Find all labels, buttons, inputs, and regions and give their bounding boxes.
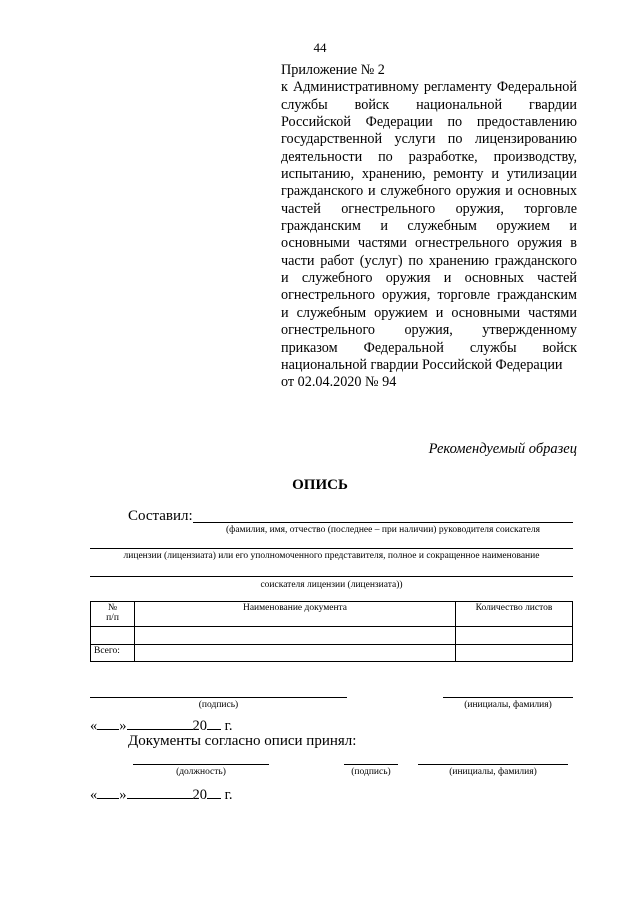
header-sheet-count: Количество листов — [456, 602, 573, 627]
appendix-date: от 02.04.2020 № 94 — [281, 374, 397, 391]
compiler-signature-line — [90, 697, 347, 698]
total-label: Всего: — [91, 645, 135, 662]
table-total-row — [91, 645, 573, 662]
table-cell — [91, 627, 135, 645]
compiler-initials-caption: (инициалы, фамилия) — [464, 700, 552, 710]
appendix-title: Приложение № 2 — [281, 62, 385, 78]
header-num-abbr: п/п — [106, 613, 119, 623]
accepted-date — [90, 784, 233, 804]
compiled-by-line-2 — [90, 548, 573, 549]
compiled-by-caption-2: лицензии (лицензиата) или его уполномоченного представителя, полное и сокращенное наименование — [123, 551, 540, 561]
year-blank — [207, 715, 221, 730]
year-prefix: 20 — [192, 718, 207, 734]
header-num-symbol: № — [107, 603, 118, 613]
appendix-header — [281, 62, 577, 392]
recommended-sample-label: Рекомендуемый образец — [428, 441, 577, 457]
day-blank — [97, 784, 119, 799]
compiled-by-caption-3: соискателя лицензии (лицензиата)) — [260, 580, 403, 590]
table-cell — [135, 627, 456, 645]
month-blank — [127, 784, 193, 799]
receiver-initials-caption: (инициалы, фамилия) — [449, 767, 537, 777]
compiled-by-caption-1: (фамилия, имя, отчество (последнее – при наличии) руководителя соискателя — [226, 525, 540, 535]
table-cell — [456, 627, 573, 645]
receiver-signature-caption: (подпись) — [351, 767, 391, 777]
header-num — [91, 602, 135, 627]
table-row — [91, 627, 573, 645]
compiler-signature-caption: (подпись) — [198, 700, 239, 710]
year-prefix: 20 — [192, 787, 207, 803]
compiled-by-label: Составил: — [128, 508, 193, 524]
receiver-position-caption: (должность) — [176, 767, 226, 777]
page-number: 44 — [313, 40, 327, 55]
compiler-initials-line — [443, 697, 573, 698]
table-cell — [456, 645, 573, 662]
date-close-quote: » — [119, 787, 127, 803]
month-blank — [127, 715, 193, 730]
accepted-label: Документы согласно описи принял: — [128, 733, 357, 749]
year-suffix: г. — [224, 718, 233, 734]
inventory-table — [90, 601, 573, 662]
compiled-date — [90, 715, 233, 735]
header-document-name: Наименование документа — [135, 602, 456, 627]
date-close-quote: » — [119, 718, 127, 734]
date-open-quote: « — [90, 718, 98, 734]
table-header-row — [91, 602, 573, 627]
day-blank — [97, 715, 119, 730]
compiled-by-line-1 — [193, 522, 573, 523]
appendix-body: к Административному регламенту Федеральной службы войск национальной гвардии Российской Федерации по предоставлению государственной услуги по лицензированию деятельности по разработке, производству, испытанию, хранению, ремонту и утилизации гражданского и служебного оружия и основных частей огнестрельного оружия, торговле гражданским и служебным оружием и основными частями огнестрельного оружия в части работ (услуг) по хранению гражданского и служебного оружия и основных частей огнестрельного оружия, торговле гражданским и служебным оружием и основными частями огнестрельного оружия, утвержденному приказом Федеральной службы войск национальной гвардии Российской Федерации — [281, 79, 577, 373]
document-title: ОПИСЬ — [292, 477, 348, 493]
receiver-signature-line — [344, 764, 398, 765]
date-open-quote: « — [90, 787, 98, 803]
receiver-position-line — [133, 764, 269, 765]
receiver-initials-line — [418, 764, 568, 765]
compiled-by-line-3 — [90, 576, 573, 577]
year-suffix: г. — [224, 787, 233, 803]
year-blank — [207, 784, 221, 799]
table-cell — [135, 645, 456, 662]
